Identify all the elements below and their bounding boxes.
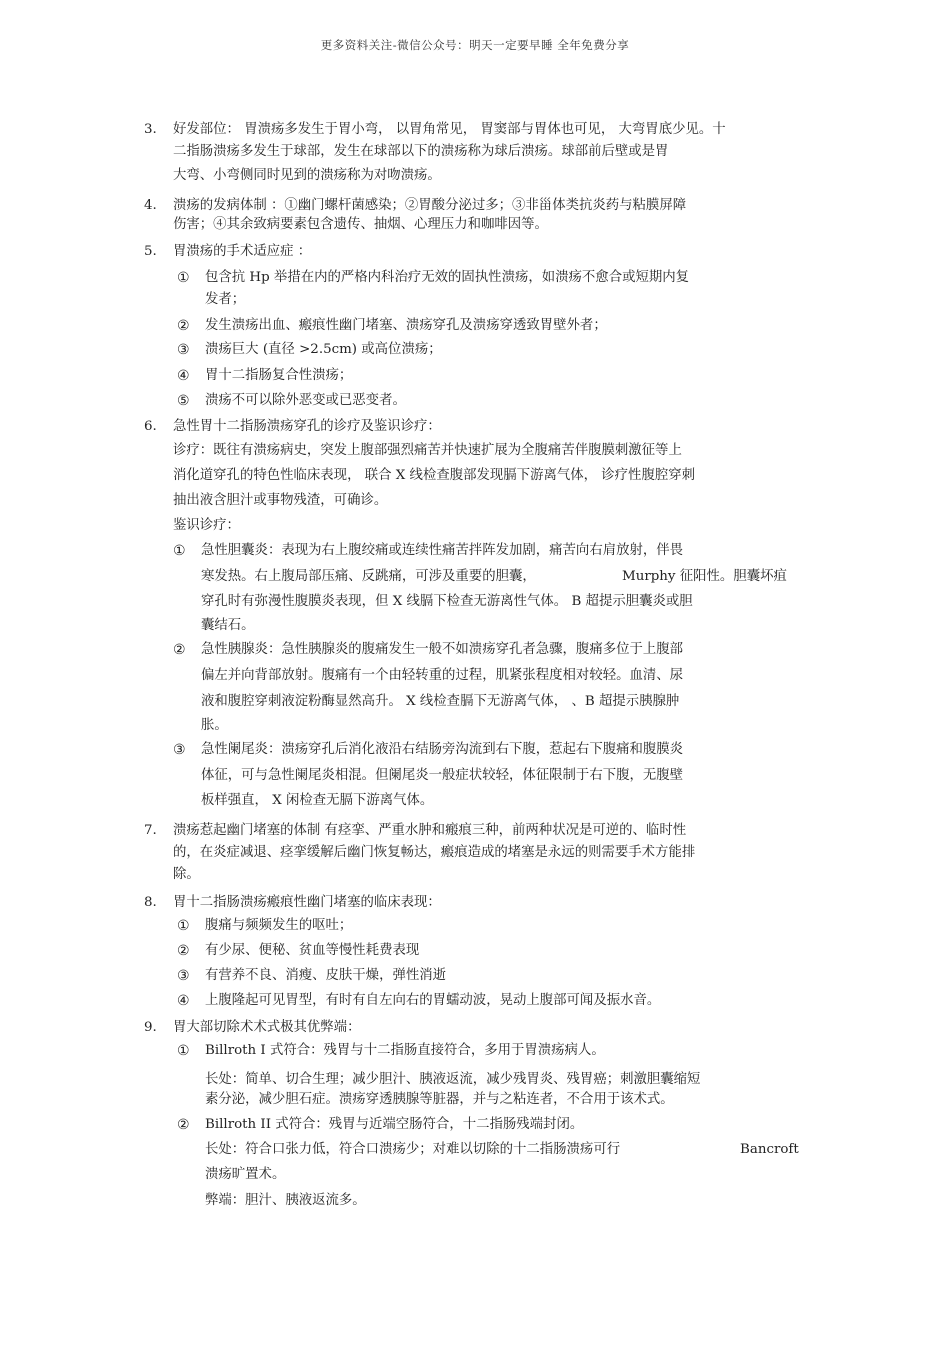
circled-number: ③: [177, 342, 190, 358]
text-line: 发生溃疡出血、瘢痕性幽门堵塞、溃疡穿孔及溃疡穿透致胃壁外者；: [205, 318, 607, 333]
item-title: 胃溃疡的手术适应症 ：: [173, 244, 312, 259]
item-number: 4.: [144, 198, 157, 213]
text-line: 胀。: [201, 718, 228, 733]
text-line: 好发部位： 胃溃疡多发生于胃小弯， 以胃角常见， 胃窦部与胃体也可见， 大弯胃底少见。十: [173, 122, 726, 137]
text-line: 溃疡惹起幽门堵塞的体制 有痉挛、严重水肿和瘢痕三种，前两种状况是可逆的、临时性: [173, 823, 687, 838]
text-line: 溃疡不可以除外恶变或已恶变者。: [205, 393, 406, 408]
text-line: 有少尿、便秘、贫血等慢性耗费表现: [205, 943, 420, 958]
text-line: 伤害；④其余致病要素包含遗传、抽烟、心理压力和咖啡因等。: [173, 217, 548, 232]
text-line: 胃十二指肠复合性溃疡；: [205, 368, 353, 383]
text-line: 长处：简单、切合生理；减少胆汁、胰液返流，减少残胃炎、残胃癌；刺激胆囊缩短: [205, 1072, 701, 1087]
text-line: 包含抗 Hp 举措在内的严格内科治疗无效的固执性溃疡，如溃疡不愈合或短期内复: [205, 270, 690, 285]
text-line: 偏左并向背部放射。腹痛有一个由轻转重的过程，肌紧张程度相对较轻。血清、尿: [201, 668, 684, 683]
circled-number: ②: [177, 1117, 190, 1133]
text-line: 有营养不良、消瘦、皮肤干燥，弹性消逝: [205, 968, 447, 983]
text-line: 溃疡旷置术。: [205, 1167, 286, 1182]
page-header: 更多资料关注-微信公众号：明天一定要早睡 全年免费分享: [320, 38, 630, 52]
item-title: 胃十二指肠溃疡瘢痕性幽门堵塞的临床表现：: [173, 895, 441, 910]
circled-number: ①: [177, 1043, 190, 1059]
circled-number: ④: [177, 368, 190, 384]
circled-number: ②: [177, 318, 190, 334]
text-line: 囊结石。: [201, 618, 255, 633]
text-line: 寒发热。右上腹局部压痛、反跳痛，可涉及重要的胆囊，: [201, 569, 536, 584]
text-line-right: Bancroft: [740, 1142, 799, 1157]
text-line: 上腹隆起可见胃型，有时有自左向右的胃蠕动波，晃动上腹部可闻及振水音。: [205, 993, 661, 1008]
circled-number: ①: [173, 543, 186, 559]
text-line: 溃疡巨大 (直径 >2.5cm) 或高位溃疡；: [205, 342, 442, 357]
text-line: 穿孔时有弥漫性腹膜炎表现，但 X 线膈下检查无游离性气体。 B 超提示胆囊炎或胆: [201, 594, 693, 609]
text-line: 体征，可与急性阑尾炎相混。但阑尾炎一般症状较轻，体征限制于右下腹，无腹壁: [201, 768, 684, 783]
item-number: 8.: [144, 895, 157, 910]
text-line: 急性胰腺炎：急性胰腺炎的腹痛发生一般不如溃疡穿孔者急骤，腹痛多位于上腹部: [201, 642, 684, 657]
item-number: 3.: [144, 122, 157, 137]
text-line: 弊端：胆汁、胰液返流多。: [205, 1193, 366, 1208]
text-line: 抽出液含胆汁或事物残渣，可确诊。: [173, 493, 388, 508]
item-number: 9.: [144, 1020, 157, 1035]
text-line: 液和腹腔穿刺液淀粉酶显然高升。 X 线检查膈下无游离气体， 、B 超提示胰腺肿: [201, 694, 680, 709]
circled-number: ②: [173, 642, 186, 658]
section-label: 鉴识诊疗：: [173, 518, 240, 533]
text-line: 消化道穿孔的特色性临床表现， 联合 X 线检查腹部发现膈下游离气体， 诊疗性腹腔穿刺: [173, 468, 696, 483]
text-line: 发者；: [205, 292, 246, 307]
item-number: 7.: [144, 823, 157, 838]
circled-number: ④: [177, 993, 190, 1009]
text-line: 二指肠溃疡多发生于球部，发生在球部以下的溃疡称为球后溃疡。球部前后壁或是胃: [173, 144, 669, 159]
text-line: 腹痛与频频发生的呕吐；: [205, 918, 353, 933]
text-line: 诊疗：既往有溃疡病史，突发上腹部强烈痛苦并快速扩展为全腹痛苦伴腹膜刺激征等上: [173, 443, 682, 458]
circled-number: ⑤: [177, 393, 190, 409]
text-line: 急性阑尾炎：溃疡穿孔后消化液沿右结肠旁沟流到右下腹，惹起右下腹痛和腹膜炎: [201, 742, 684, 757]
text-line: Billroth I 式符合：残胃与十二指肠直接符合，多用于胃溃疡病人。: [205, 1043, 605, 1058]
circled-number: ①: [177, 270, 190, 286]
text-line: 长处：符合口张力低，符合口溃疡少；对难以切除的十二指肠溃疡可行: [205, 1142, 621, 1157]
item-title: 胃大部切除术术式极其优弊端：: [173, 1020, 361, 1035]
text-line: 除。: [173, 867, 200, 882]
text-line: 溃疡的发病体制 ：①幽门螺杆菌感染；②胃酸分泌过多；③非甾体类抗炎药与粘膜屏障: [173, 198, 687, 213]
item-title: 急性胃十二指肠溃疡穿孔的诊疗及鉴识诊疗：: [173, 419, 441, 434]
text-line: 的，在炎症减退、痉挛缓解后幽门恢复畅达，瘢痕造成的堵塞是永远的则需要手术方能排: [173, 845, 696, 860]
text-line: 素分泌，减少胆石症。溃疡穿透胰腺等脏器，并与之粘连者，不合用于该术式。: [205, 1092, 674, 1107]
circled-number: ③: [177, 968, 190, 984]
text-line-right: Murphy 征阳性。胆囊坏疽: [622, 569, 787, 584]
item-number: 6.: [144, 419, 157, 434]
text-line: 急性胆囊炎：表现为右上腹绞痛或连续性痛苦拌阵发加剧，痛苦向右肩放射，伴畏: [201, 543, 684, 558]
item-number: 5.: [144, 244, 157, 259]
circled-number: ①: [177, 918, 190, 934]
text-line: 板样强直， X 闲检查无膈下游离气体。: [201, 793, 434, 808]
text-line: 大弯、小弯侧同时见到的溃疡称为对吻溃疡。: [173, 168, 441, 183]
circled-number: ②: [177, 943, 190, 959]
text-line: Billroth II 式符合：残胃与近端空肠符合，十二指肠残端封闭。: [205, 1117, 584, 1132]
circled-number: ③: [173, 742, 186, 758]
